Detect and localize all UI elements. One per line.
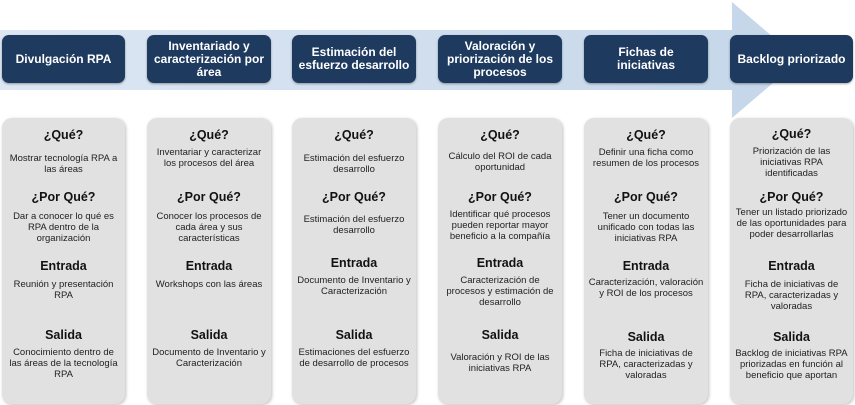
entrada-heading: Entrada	[185, 259, 233, 273]
entrada-text: Caracterización, valoración y ROI de los procesos	[588, 277, 704, 299]
entrada-heading: Entrada	[768, 259, 815, 273]
salida-heading: Salida	[773, 330, 810, 344]
por-que-text: Conocer los procesos de cada área y sus características	[156, 211, 262, 244]
salida-text: Valoración y ROI de las iniciativas RPA	[450, 352, 550, 374]
que-heading: ¿Qué?	[334, 128, 374, 142]
por-que-heading: ¿Por Qué?	[177, 190, 241, 204]
entrada-heading: Entrada	[40, 259, 87, 273]
stage-fichas	[584, 35, 708, 83]
que-heading: ¿Qué?	[626, 128, 666, 142]
stage-estimacion	[292, 35, 416, 83]
por-que-heading: ¿Por Qué?	[322, 190, 386, 204]
que-text: Mostrar tecnología RPA a las áreas	[9, 153, 118, 175]
por-que-text: Tener un listado priorizado de las oportunidades para poder desarrollarlas	[735, 207, 848, 240]
que-heading: ¿Qué?	[43, 128, 84, 142]
entrada-text: Reunión y presentación RPA	[13, 279, 114, 301]
que-text: Inventariar y caracterizar los procesos del área	[156, 147, 262, 169]
salida-text: Conocimiento dentro de las áreas de la tecnología RPA	[9, 347, 118, 380]
stage-divulgacion	[2, 35, 125, 83]
salida-text: Ficha de iniciativas de RPA, caracterizadas y valoradas	[599, 348, 693, 381]
por-que-heading: ¿Por Qué?	[614, 190, 678, 204]
stage-label: Divulgación RPA	[15, 51, 112, 66]
por-que-heading: ¿Por Qué?	[31, 190, 96, 204]
stage-label: Valoración y priorización de los procesos	[446, 38, 554, 79]
salida-heading: Salida	[481, 328, 519, 342]
stage-valoracion	[438, 35, 562, 83]
entrada-text: Ficha de iniciativas de RPA, caracterizadas y valoradas	[744, 279, 839, 312]
card-backlog	[730, 118, 853, 404]
por-que-text: Identificar qué procesos pueden reportar mayor beneficio a la compañía	[449, 209, 551, 242]
process-flow-arrow	[0, 0, 855, 125]
que-heading: ¿Qué?	[480, 128, 520, 142]
card-estimacion	[292, 118, 416, 404]
que-text: Estimación del esfuerzo desarrollo	[303, 153, 405, 175]
por-que-text: Tener un documento unificado con todas las iniciativas RPA	[597, 211, 695, 244]
stage-label: Inventariado y caracterización por área	[153, 38, 265, 79]
card-valoracion	[438, 118, 562, 404]
salida-heading: Salida	[627, 330, 665, 344]
que-heading: ¿Qué?	[189, 128, 229, 142]
salida-text: Backlog de iniciativas RPA priorizadas en función al beneficio que aportan	[735, 348, 848, 381]
card-divulgacion	[2, 118, 125, 404]
stage-label: Estimación del esfuerzo desarrollo	[298, 45, 410, 72]
entrada-text: Documento de Inventario y Caracterización	[297, 275, 411, 297]
por-que-heading: ¿Por Qué?	[759, 190, 824, 204]
stage-label: Backlog priorizado	[737, 51, 846, 66]
salida-text: Documento de Inventario y Caracterización	[152, 347, 266, 369]
entrada-text: Caracterización de procesos y estimación de desarrollo	[446, 275, 554, 308]
salida-heading: Salida	[335, 328, 373, 342]
card-fichas	[584, 118, 708, 404]
que-text: Definir una ficha como resumen de los procesos	[592, 147, 700, 169]
que-heading: ¿Qué?	[771, 127, 812, 141]
por-que-heading: ¿Por Qué?	[468, 190, 532, 204]
salida-heading: Salida	[45, 328, 82, 342]
stage-label: Fichas de iniciativas	[616, 45, 676, 72]
que-text: Cálculo del ROI de cada oportunidad	[448, 151, 552, 173]
por-que-text: Dar a conocer lo qué es RPA dentro de la organización	[13, 211, 114, 244]
salida-heading: Salida	[190, 328, 228, 342]
stage-inventariado	[147, 35, 271, 83]
entrada-heading: Entrada	[330, 256, 378, 270]
entrada-heading: Entrada	[622, 259, 670, 273]
entrada-heading: Entrada	[476, 256, 524, 270]
por-que-text: Estimación del esfuerzo desarrollo	[303, 214, 405, 236]
entrada-text: Workshops con las áreas	[155, 279, 263, 290]
salida-text: Estimaciones del esfuerzo de desarrollo de procesos	[298, 347, 410, 369]
que-text: Priorización de las iniciativas RPA identificadas	[752, 146, 831, 179]
stage-backlog	[730, 35, 853, 83]
card-inventariado	[147, 118, 271, 404]
